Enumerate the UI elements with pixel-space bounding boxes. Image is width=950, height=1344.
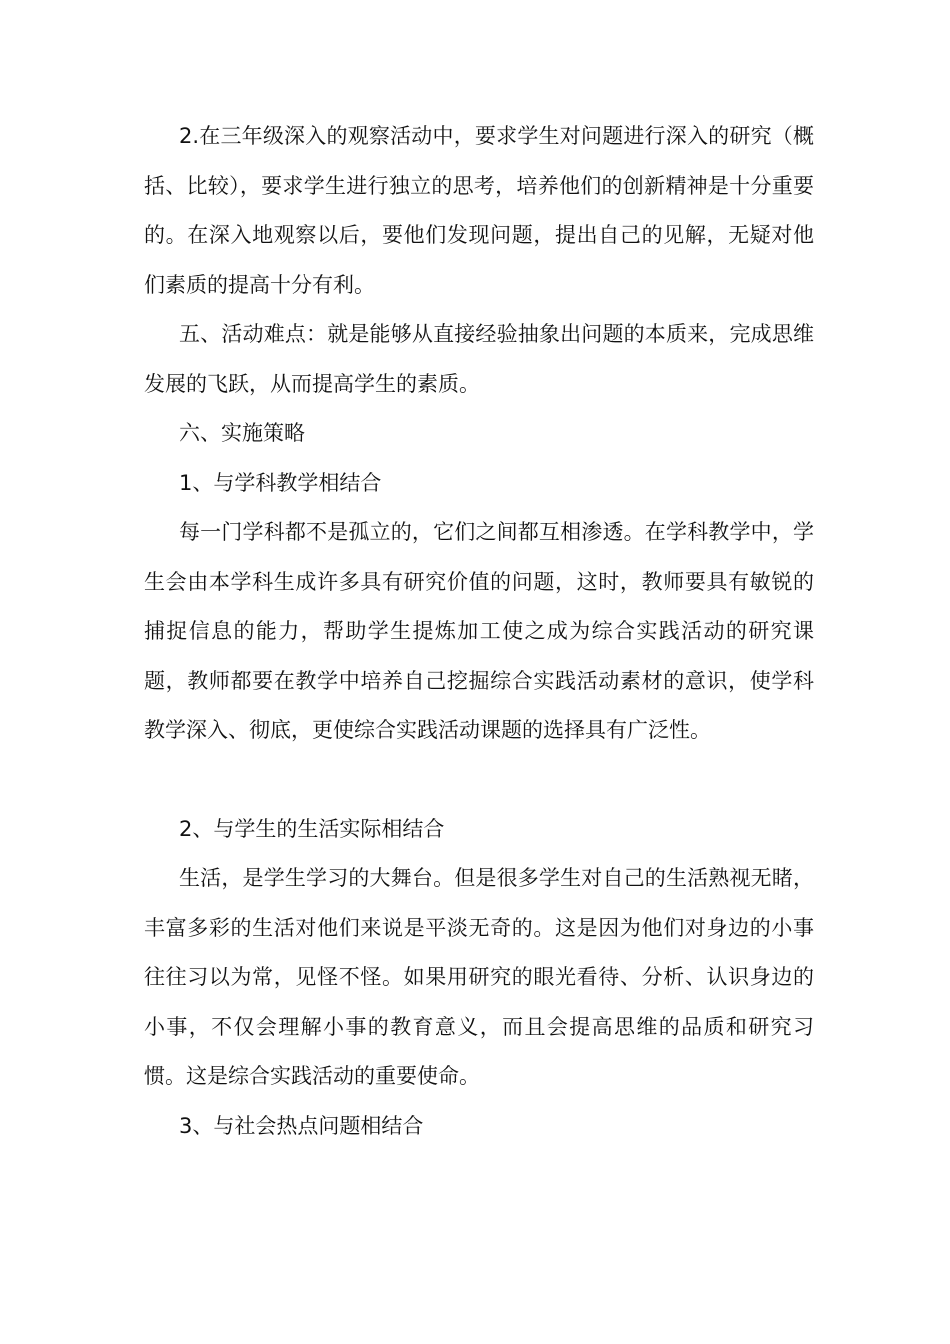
paragraph-student-life: 生活，是学生学习的大舞台。但是很多学生对自己的生活熟视无睹，丰富多彩的生活对他们来说是平淡无奇的。这是因为他们对身边的小事往往习以为常，见怪不怪。如果用研究的眼光看待、分析、认识身边的小事，不仅会理解小事的教育意义，而且会提高思维的品质和研究习惯。这是综合实践活动的重要使命。 (144, 866, 814, 1088)
paragraph-observation-activity: 2.在三年级深入的观察活动中，要求学生对问题进行深入的研究（概括、比较），要求学生进行独立的思考，培养他们的创新精神是十分重要的。在深入地观察以后，要他们发现问题，提出自己的见解，无疑对他们素质的提高十分有利。 (144, 124, 814, 297)
document-body (144, 112, 814, 1151)
paragraph-subject-teaching: 每一门学科都不是孤立的，它们之间都互相渗透。在学科教学中，学生会由本学科生成许多具有研究价值的问题，这时，教师要具有敏锐的捕捉信息的能力，帮助学生提炼加工使之成为综合实践活动的研究课题，教师都要在教学中培养自己挖掘综合实践活动素材的意识，使学科教学深入、彻底，更使综合实践活动课题的选择具有广泛性。 (144, 520, 814, 742)
heading-subject-teaching: 1、与学科教学相结合 (179, 470, 382, 495)
blank-line (144, 756, 814, 805)
heading-implementation-strategy: 六、实施策略 (179, 421, 305, 445)
heading-student-life: 2、与学生的生活实际相结合 (179, 816, 445, 841)
heading-social-issues: 3、与社会热点问题相结合 (179, 1113, 424, 1138)
paragraph-activity-difficulty: 五、活动难点：就是能够从直接经验抽象出问题的本质来，完成思维发展的飞跃，从而提高学生的素质。 (144, 322, 814, 396)
